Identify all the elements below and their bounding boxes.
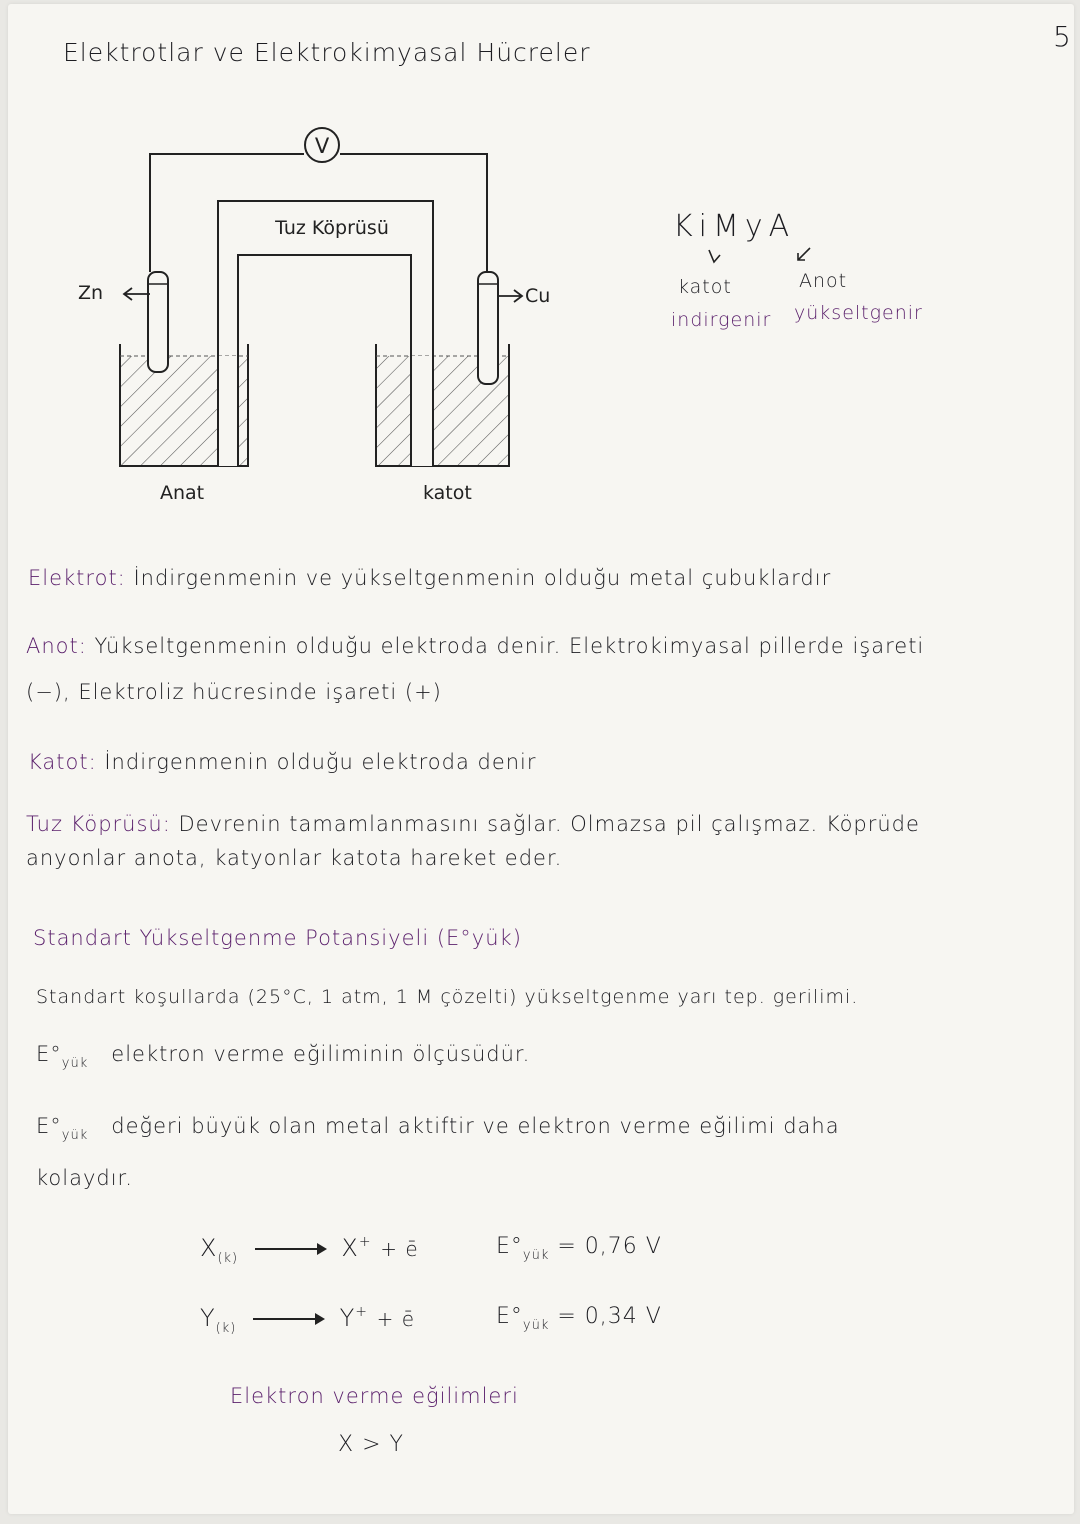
anot-definition-line2: (−), Elektroliz hücresinde işareti (+) xyxy=(26,680,442,704)
potential-line1: Standart koşullarda (25°C, 1 atm, 1 M çözelti) yükseltgenme yarı tep. gerilimi. xyxy=(36,986,859,1008)
electrochemical-cell-diagram xyxy=(8,4,1074,524)
arrow-icon xyxy=(798,248,810,260)
kopru-text: Devrenin tamamlanmasını sağlar. Olmazsa pil çalışmaz. Köprüde xyxy=(178,812,920,836)
arrow-icon xyxy=(709,250,720,262)
reaction-1: $X_{(k)}$ X+ + ē xyxy=(200,1234,419,1266)
eyuk-symbol: $E^\circ_{yük}$ xyxy=(36,1042,89,1071)
mnemonic-right-desc: yükseltgenir xyxy=(794,302,923,324)
kopru-definition-line2: anyonlar anota, katyonlar katota hareket eder. xyxy=(26,846,563,870)
eyuk-symbol: $E^\circ_{yük}$ xyxy=(36,1114,89,1143)
notebook-page xyxy=(8,4,1074,1514)
anot-label: Anot: xyxy=(26,634,87,658)
voltmeter-label: V xyxy=(314,134,330,158)
potential-line2-text: elektron verme eğiliminin ölçüsüdür. xyxy=(111,1042,531,1066)
page-title: Elektrotlar ve Elektrokimyasal Hücreler xyxy=(63,38,591,67)
page-number: 5 xyxy=(1053,20,1072,53)
kopru-definition-line1 xyxy=(26,812,920,836)
elektrot-label: Elektrot: xyxy=(28,566,126,590)
potential-line2 xyxy=(36,1042,530,1071)
potential-heading: Standart Yükseltgenme Potansiyeli (E°yük) xyxy=(33,926,522,950)
conclusion-label: Elektron verme eğilimleri xyxy=(230,1384,519,1408)
reaction-arrow-icon xyxy=(253,1318,323,1320)
arrow-icon xyxy=(498,290,522,302)
elektrot-definition xyxy=(28,566,831,590)
cathode-label: katot xyxy=(423,482,472,504)
kopru-label: Tuz Köprüsü: xyxy=(26,812,171,836)
potential-line4: kolaydır. xyxy=(36,1166,133,1190)
conclusion-order: X > Y xyxy=(338,1432,404,1457)
mnemonic-left-term: katot xyxy=(678,276,732,298)
potential-line3-text: değeri büyük olan metal aktiftir ve elektron verme eğilimi daha xyxy=(111,1114,840,1138)
anode-label: Anat xyxy=(160,482,205,504)
reaction-arrow-icon xyxy=(255,1248,325,1250)
potential-line3 xyxy=(36,1114,840,1143)
zn-label: Zn xyxy=(78,282,104,304)
elektrot-text: İndirgenmenin ve yükseltgenmenin olduğu metal çubuklardır xyxy=(133,566,832,590)
anot-text: Yükseltgenmenin olduğu elektroda denir. Elektrokimyasal pillerde işareti xyxy=(94,634,925,658)
katot-definition xyxy=(28,750,537,774)
mnemonic-left-desc: indirgenir xyxy=(671,309,772,331)
katot-label: Katot: xyxy=(28,750,97,774)
anot-definition-line1 xyxy=(26,634,924,658)
salt-bridge-label: Tuz Köprüsü xyxy=(275,217,389,239)
mnemonic-right-term: Anot xyxy=(799,270,848,292)
reaction-1-potential: $E^\circ_{yük} = 0,76$ V xyxy=(496,1234,662,1263)
zn-electrode xyxy=(148,272,168,372)
arrow-icon xyxy=(124,288,150,300)
reaction-2: $Y_{(k)}$ Y+ + ē xyxy=(200,1304,416,1336)
mnemonic-word: KiMyA xyxy=(673,209,796,244)
cu-label: Cu xyxy=(525,285,551,307)
voltmeter-icon xyxy=(305,128,339,162)
reaction-2-potential: $E^\circ_{yük} = 0,34$ V xyxy=(496,1304,662,1333)
katot-text: İndirgenmenin olduğu elektroda denir xyxy=(104,750,537,774)
cu-electrode xyxy=(478,272,498,384)
